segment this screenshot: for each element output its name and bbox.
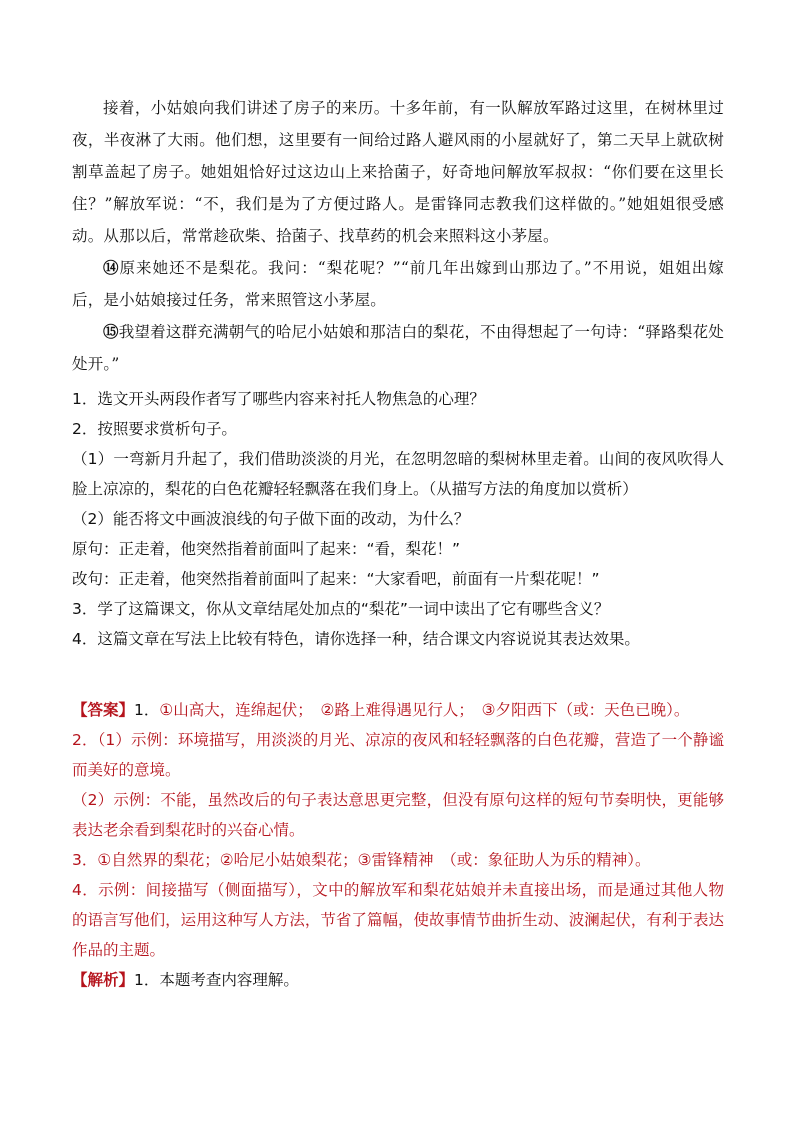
question-list (72, 384, 724, 654)
analysis-text: 1．本题考查内容理解。 (134, 971, 299, 989)
paragraph-number: ⑭ (103, 258, 120, 277)
answer-2-2: （2）示例：不能，虽然改后的句子表达意思更完整，但没有原句这样的短句节奏明快，更能够表达老余看到梨花时的兴奋心情。 (72, 791, 724, 839)
answer-1-text: ①山高大，连绵起伏； ②路上难得遇见行人； ③夕阳西下（或：天色已晚）。 (159, 701, 690, 719)
paragraph-text: 原来她还不是梨花。我问：“梨花呢？”“前几年出嫁到山那边了。”不用说，姐姐出嫁后，是小姑娘接过任务，常来照管这小茅屋。 (72, 259, 725, 309)
changed-sentence: 改句：正走着，他突然指着前面叫了起来：“大家看吧，前面有一片梨花呢！” (72, 570, 600, 588)
answer-1-number: 1． (134, 701, 160, 719)
reading-passage (72, 92, 724, 380)
answer-label: 【答案】 (72, 701, 135, 719)
paragraph-13: 接着，小姑娘向我们讲述了房子的来历。十多年前，有一队解放军路过这里，在树林里过夜，半夜淋了大雨。他们想，这里要有一间给过路人避风雨的小屋就好了，第二天早上就砍树割草盖起了房子。她姐姐恰好过这边山上来拾菌子，好奇地问解放军叔叔：“你们要在这里长住？”解放军说：“不，我们是为了方便过路人。是雷锋同志教我们这样做的。”她姐姐很受感动。从那以后，常常趁砍柴、拾菌子、找草药的机会来照料这小茅屋。 (72, 99, 724, 245)
question-3: 3．学了这篇课文，你从文章结尾处加点的“梨花”一词中读出了它有哪些含义？ (72, 600, 610, 618)
answer-2-1: 2．（1）示例：环境描写，用淡淡的月光、凉凉的夜风和轻轻飘落的白色花瓣，营造了一个静谧而美好的意境。 (72, 731, 724, 779)
question-2-2: （2）能否将文中画波浪线的句子做下面的改动，为什么？ (72, 510, 470, 528)
answer-3: 3．①自然界的梨花；②哈尼小姑娘梨花；③雷锋精神 （或：象征助人为乐的精神）。 (72, 851, 651, 869)
analysis-label: 【解析】 (72, 971, 135, 989)
question-2: 2．按照要求赏析句子。 (72, 420, 237, 438)
paragraph-15 (72, 316, 724, 380)
answer-section (72, 695, 724, 995)
original-sentence: 原句：正走着，他突然指着前面叫了起来：“看，梨花！” (72, 540, 461, 558)
paragraph-number: ⑮ (103, 322, 119, 341)
paragraph-text: 我望着这群充满朝气的哈尼小姑娘和那洁白的梨花，不由得想起了一句诗：“驿路梨花处处开。” (72, 323, 724, 373)
question-2-1: （1）一弯新月升起了，我们借助淡淡的月光，在忽明忽暗的梨树林里走着。山间的夜风吹得人脸上凉凉的，梨花的白色花瓣轻轻飘落在我们身上。（从描写方法的角度加以赏析） (72, 450, 724, 498)
question-4: 4．这篇文章在写法上比较有特色，请你选择一种，结合课文内容说说其表达效果。 (72, 630, 640, 648)
analysis (72, 965, 724, 995)
paragraph-14 (72, 252, 724, 316)
answer-1 (72, 695, 724, 725)
answer-4: 4．示例：间接描写（侧面描写），文中的解放军和梨花姑娘并未直接出场，而是通过其他人物的语言写他们，运用这种写人方法，节省了篇幅，使故事情节曲折生动、波澜起伏，有利于表达作品的主题。 (72, 881, 724, 959)
question-1: 1．选文开头两段作者写了哪些内容来衬托人物焦急的心理？ (72, 390, 485, 408)
